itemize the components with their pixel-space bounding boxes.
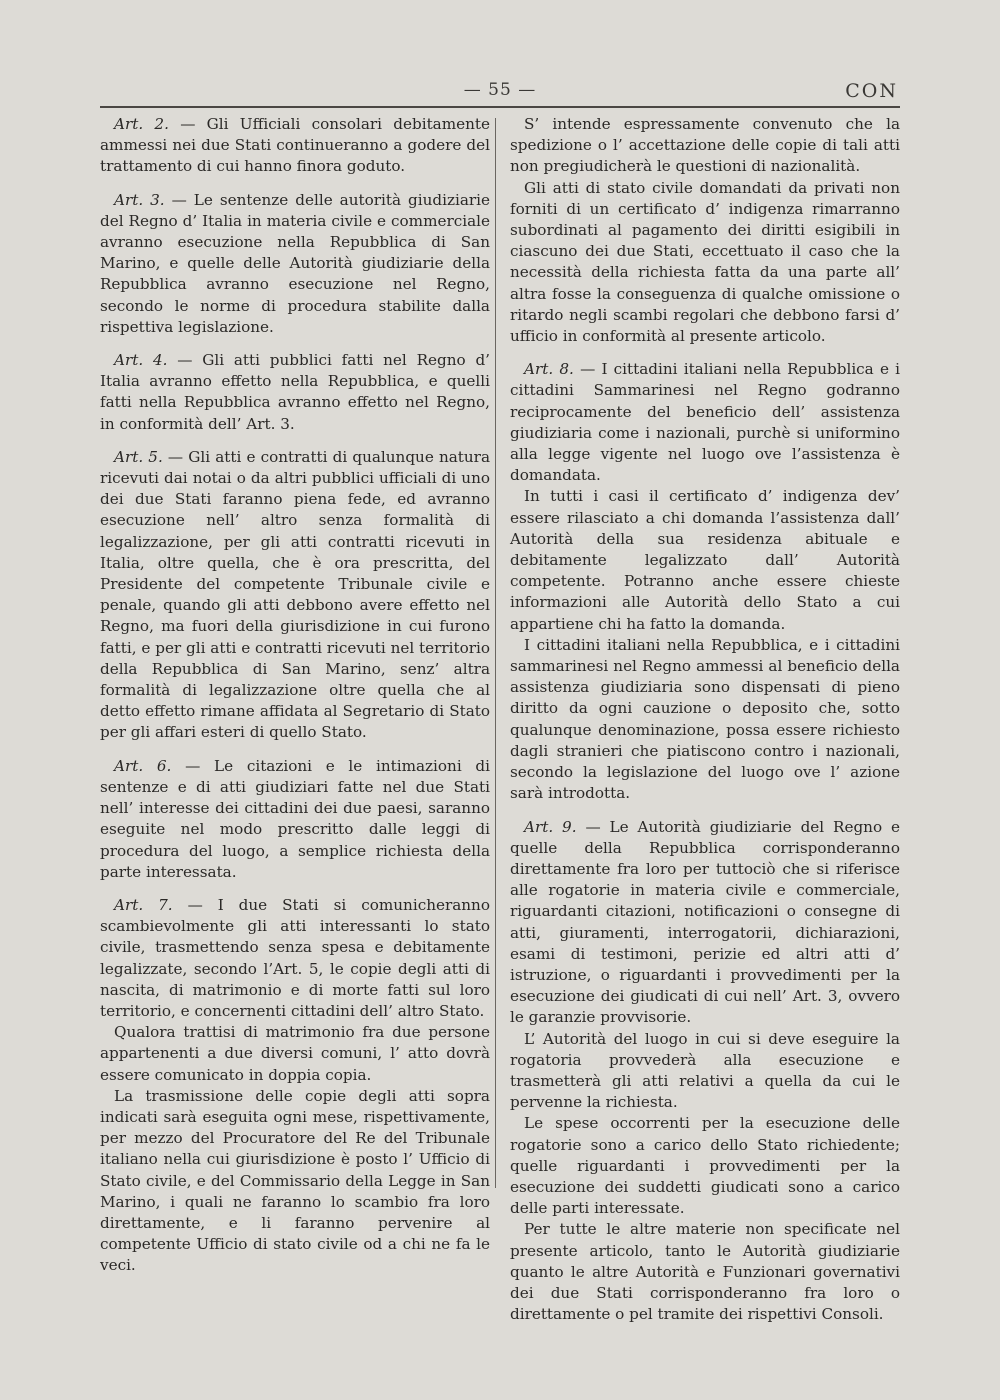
paragraph-text: Per tutte le altre materie non specificate nel presente articolo, tanto le Autorità giudiziarie quanto le altre Autorità e Funzionari governativi dei due Stati corrisponderanno fra loro o direttamente o pel tramite dei rispettivi Consoli. bbox=[510, 1220, 900, 1324]
paragraph-text: La trasmissione delle copie degli atti sopra indicati sarà eseguita ogni mese, rispettivamente, per mezzo del Procuratore del Re del Tribunale italiano nella cui giurisdizione è posto l’ Ufficio di Stato civile, e del Commissario della Legge in San Marino, i quali ne faranno lo scambio fra loro direttamente, e li faranno pervenire al competente Ufficio di stato civile od a chi ne fa le veci. bbox=[100, 1086, 490, 1275]
paragraph bbox=[100, 1022, 490, 1086]
paragraph-text: I cittadini italiani nella Repubblica, e i cittadini sammarinesi nel Regno ammessi al beneficio della assistenza giudiziaria sono dispensati di pieno diritto da ogni cauzione o deposito che, sotto qualunque denominazione, possa essere richiesto dagli stranieri che piatiscono contro i nazionali, secondo la legislazione del luogo ove l’ azione sarà introdotta. bbox=[510, 635, 900, 803]
paragraph-text: Gli atti di stato civile domandati da privati non forniti di un certificato d’ indigenza rimarranno subordinati al pagamento dei diritti esigibili in ciascuno dei due Stati, eccettuato il caso che la necessità della richiesta fatta da una parte all’ altra fosse la conseguenza di qualche omissione o ritardo negli scambi regolari che debbono farsi d’ ufficio in conformità al presente articolo. bbox=[510, 178, 900, 346]
paragraph-text: Qualora trattisi di matrimonio fra due persone appartenenti a due diversi comuni, l’ atto dovrà essere comunicato in doppia copia. bbox=[100, 1023, 490, 1084]
paragraph bbox=[510, 635, 900, 805]
article-label: Art. 3. bbox=[114, 190, 165, 209]
article-text: — Le sentenze delle autorità giudiziarie del Regno d’ Italia in materia civile e commerciale avranno esecuzione nella Repubblica di San Marino, e quelle delle Autorità giudiziarie della Repubblica avranno esecuzione nel Regno, secondo le norme di procedura stabilite dalla rispettiva legislazione. bbox=[100, 190, 490, 336]
article-text: — I due Stati si comunicheranno scambievolmente gli atti interessanti lo stato civile, trasmettendo senza spesa e debitamente legalizzate, secondo l’Art. 5, le copie degli atti di nascita, di matrimonio e di morte fatti sul loro territorio, e concernenti cittadini dell’ altro Stato. bbox=[100, 895, 490, 1020]
paragraph-text: In tutti i casi il certificato d’ indigenza dev’ essere rilasciato a chi domanda l’assistenza dall’ Autorità della sua residenza abituale e debitamente legalizzato dall’ Autorità competente. Potranno anche essere chieste informazioni alle Autorità dello Stato a cui appartiene chi ha fatto la domanda. bbox=[510, 487, 900, 633]
article-label: Art. 5. bbox=[114, 447, 163, 466]
paragraph-text: L’ Autorità del luogo in cui si deve eseguire la rogatoria provvederà alla esecuzione e trasmetterà gli atti relativi a quella da cui le pervenne la richiesta. bbox=[510, 1029, 900, 1112]
paragraph bbox=[510, 1029, 900, 1114]
article-2 bbox=[100, 114, 490, 178]
article-label: Art. 8. bbox=[524, 360, 574, 379]
right-column bbox=[510, 114, 900, 1325]
article-label: Art. 7. bbox=[114, 895, 173, 914]
article-label: Art. 6. bbox=[114, 756, 172, 775]
paragraph bbox=[100, 1086, 490, 1277]
article-label: Art. 4. bbox=[114, 351, 168, 370]
article-text: — I cittadini italiani nella Repubblica e i cittadini Sammarinesi nel Regno godranno reciprocamente del beneficio dell’ assistenza giudiziaria come i nazionali, purchè si uniformino alla legge vigente nel luogo ove l’assistenza è domandata. bbox=[510, 360, 900, 485]
paragraph bbox=[510, 114, 900, 178]
article-3 bbox=[100, 190, 490, 338]
article-6 bbox=[100, 756, 490, 883]
running-head: CON bbox=[845, 80, 898, 102]
paragraph-text: Le spese occorrenti per la esecuzione delle rogatorie sono a carico dello Stato richiedente; quelle riguardanti i provvedimenti per la esecuzione dei suddetti giudicati sono a carico delle parti interessate. bbox=[510, 1114, 900, 1218]
article-label: Art. 2. bbox=[114, 115, 169, 133]
page-number: — 55 — bbox=[463, 80, 537, 100]
article-9 bbox=[510, 817, 900, 1029]
paragraph bbox=[510, 1113, 900, 1219]
article-text: — Gli atti pubblici fatti nel Regno d’ Italia avranno effetto nella Repubblica, e quelli fatti nella Repubblica avranno effetto nel Regno, in conformità dell’ Art. 3. bbox=[100, 351, 490, 433]
article-text: — Gli Ufficiali consolari debitamente ammessi nei due Stati continueranno a godere del trattamento di cui hanno finora goduto. bbox=[100, 115, 490, 176]
header-rule bbox=[100, 106, 900, 108]
article-text: — Le citazioni e le intimazioni di sentenze e di atti giudiziari fatte nel due Stati nell’ interesse dei cittadini dei due paesi, saranno eseguite nel modo prescritto dalle leggi di procedura del luogo, a semplice richiesta della parte interessata. bbox=[100, 756, 491, 881]
article-text: — Le Autorità giudiziarie del Regno e quelle della Repubblica corrisponderanno direttamente fra loro per tuttociò che si riferisce alle rogatorie in materia civile e commerciale, riguardanti citazioni, notificazioni o consegne di atti, giuramenti, interrogatorii, dichiarazioni, esami di testimoni, perizie ed altri atti d’ istruzione, o riguardanti i provvedimenti per la esecuzione dei giudicati di cui nell’ Art. 3, ovvero le garanzie provvisorie. bbox=[510, 817, 900, 1027]
article-5 bbox=[100, 447, 490, 744]
article-8 bbox=[510, 359, 900, 486]
paragraph-text: S’ intende espressamente convenuto che la spedizione o l’ accettazione delle copie di tali atti non pregiudicherà le questioni di nazionalità. bbox=[510, 115, 900, 176]
column-divider bbox=[495, 118, 496, 1188]
article-text: — Gli atti e contratti di qualunque natura ricevuti dai notai o da altri pubblici ufficiali di uno dei due Stati faranno piena fede, ed avranno esecuzione nell’ altro senza formalità di legalizzazione, per gli atti contratti ricevuti in Italia, oltre quella, che è ora prescritta, del Presidente del competente Tribunale civile e penale, quando gli atti debbono avere effetto nel Regno, ma fuori della giurisdizione in cui furono fatti, e per gli atti e contratti ricevuti nel territorio della Repubblica di San Marino, senz’ altra formalità di legalizzazione oltre quella che al detto effetto rimane affidata al Segretario di Stato per gli affari esteri di quello Stato. bbox=[100, 447, 491, 742]
paragraph bbox=[510, 178, 900, 348]
paragraph bbox=[510, 1219, 900, 1325]
article-4 bbox=[100, 350, 490, 435]
article-label: Art. 9. bbox=[524, 817, 577, 836]
paragraph bbox=[510, 486, 900, 634]
article-7 bbox=[100, 895, 490, 1022]
left-column bbox=[100, 114, 490, 1277]
